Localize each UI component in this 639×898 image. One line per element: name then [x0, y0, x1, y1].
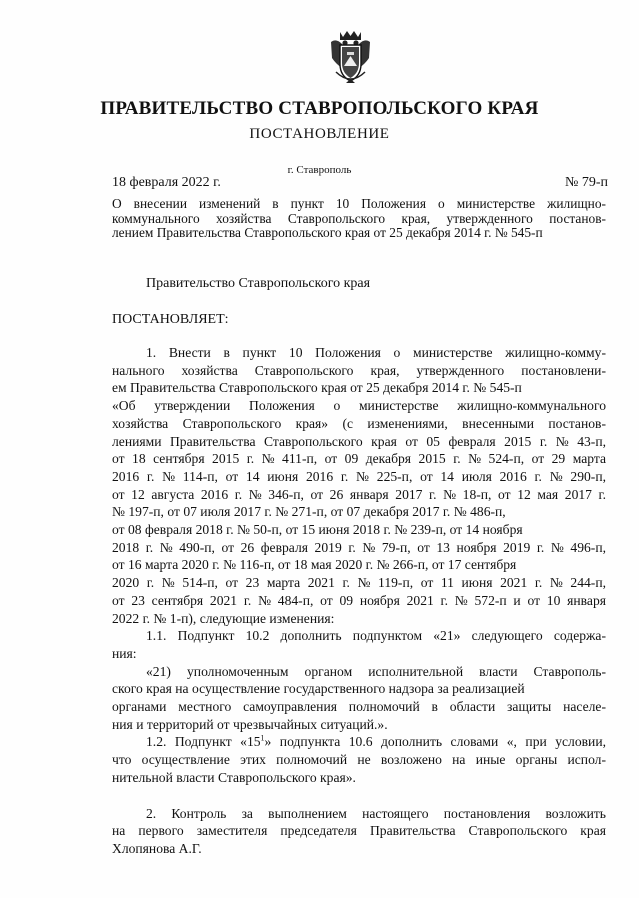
text-line: 2. Контроль за выполнением настоящего постановления возложить: [146, 805, 606, 821]
text-line: от 16 марта 2020 г. № 116-п, от 18 мая 2020 г. № 266-п, от 17 сентября: [112, 557, 517, 573]
text-line: [112, 733, 606, 751]
text-line: ем Правительства Ставропольского края от 25 декабря 2014 г. № 545-п: [112, 380, 522, 396]
text-line: 2018 г. № 490-п, от 26 февраля 2019 г. № 79-п, от 13 ноября 2019 г. № 496-п,: [112, 539, 606, 555]
quote-21: [112, 663, 606, 734]
text-line: № 197-п, от 07 июля 2017 г. № 271-п, от 07 декабря 2017 г. № 486-п,: [112, 504, 506, 520]
text-line: ского края на осуществление государственного надзора за реализацией: [112, 681, 525, 697]
text-line: нального хозяйства Ставропольского края, утвержденного постановлени-: [112, 362, 606, 378]
text-line: от 18 сентября 2015 г. № 411-п, от 09 декабря 2015 г. № 524-п, от 29 марта: [112, 451, 606, 467]
coat-of-arms-icon: [328, 28, 373, 86]
text-line: 1.1. Подпункт 10.2 дополнить подпунктом «21» следующего содержа-: [146, 628, 606, 644]
text-line: органами местного самоуправления полномочий в области защиты населе-: [112, 699, 606, 715]
text-line: ния и территорий от чрезвычайных ситуаций.».: [112, 716, 388, 732]
preamble-decree: ПОСТАНОВЛЯЕТ:: [112, 312, 229, 327]
text-line: от 23 сентября 2021 г. № 484-п, от 09 ноября 2021 г. № 572-п и от 10 января: [112, 592, 606, 608]
government-title: ПРАВИТЕЛЬСТВО СТАВРОПОЛЬСКОГО КРАЯ: [100, 98, 539, 119]
text-line: на первого заместителя председателя Правительства Ставропольского края: [112, 823, 606, 839]
subject-line: коммунального хозяйства Ставропольского края, утвержденного постанов-: [112, 210, 606, 226]
coat-of-arms-emblem: [328, 28, 373, 86]
document-number: № 79-п: [564, 175, 608, 190]
text-line: Хлопянова А.Г.: [112, 840, 202, 856]
superscript: 1: [260, 733, 265, 743]
text-line: 2020 г. № 514-п, от 23 марта 2021 г. № 119-п, от 11 июня 2021 г. № 244-п,: [112, 575, 606, 591]
text-line: 2022 г. № 1-п), следующие изменения:: [112, 610, 335, 626]
item-1-2: [112, 733, 606, 786]
item-1-2-prefix: 1.2. Подпункт «15: [146, 734, 261, 750]
document-subject: [112, 197, 606, 241]
document-date: 18 февраля 2022 г.: [112, 175, 221, 190]
item-1-1: [112, 627, 606, 662]
subject-line: лением Правительства Ставропольского края от 25 декабря 2014 г. № 545-п: [112, 225, 543, 240]
document-type: ПОСТАНОВЛЕНИЕ: [249, 126, 390, 142]
document-body: [112, 344, 606, 858]
text-line: «21) уполномоченным органом исполнительной власти Ставрополь-: [146, 663, 606, 679]
text-line: от 12 августа 2016 г. № 346-п, от 26 января 2017 г. № 18-п, от 12 мая 2017 г.: [112, 486, 606, 502]
text-line: «Об утверждении Положения о министерстве жилищно-коммунального: [112, 398, 606, 414]
text-line: ния:: [112, 645, 137, 661]
text-line: 1. Внести в пункт 10 Положения о министерстве жилищно-комму-: [146, 345, 606, 360]
text-line: 2016 г. № 114-п, от 14 июня 2016 г. № 225-п, от 14 июля 2016 г. № 290-п,: [112, 468, 606, 484]
text-line: хозяйства Ставропольского края» (с изменениями, внесенными постанов-: [112, 415, 606, 431]
subject-line: О внесении изменений в пункт 10 Положения о министерстве жилищно-: [112, 196, 606, 211]
city: г. Ставрополь: [287, 164, 352, 176]
item-1-2-suffix: » подпункта 10.6 дополнить словами «, при условии,: [264, 734, 606, 750]
paragraph-1: [112, 344, 606, 627]
text-line: от 08 февраля 2018 г. № 50-п, от 15 июня 2018 г. № 239-п, от 14 ноября: [112, 522, 523, 538]
paragraph-2: [112, 805, 606, 858]
text-line: что осуществление этих полномочий не возложено на иные органы испол-: [112, 752, 606, 768]
text-line: лениями Правительства Ставропольского края от 05 февраля 2015 г. № 43-п,: [112, 433, 606, 449]
text-line: нительной власти Ставропольского края».: [112, 769, 356, 785]
preamble-government: Правительство Ставропольского края: [146, 276, 371, 291]
